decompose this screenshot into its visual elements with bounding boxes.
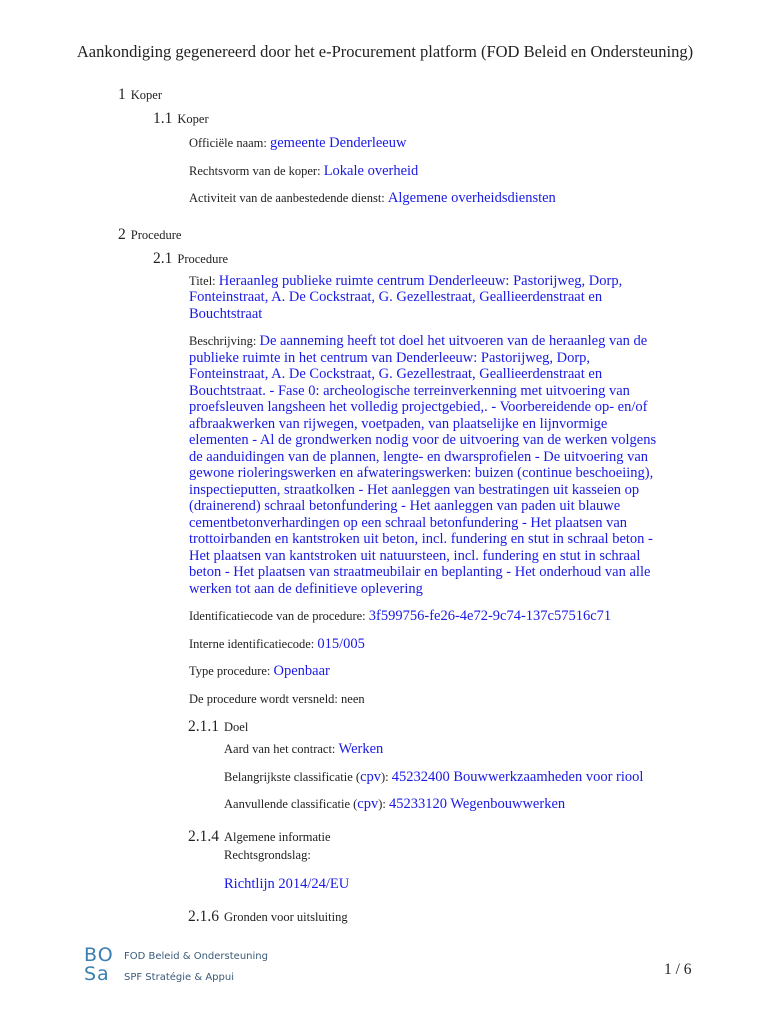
field-label: Activiteit van de aanbestedende dienst: (189, 191, 385, 205)
additional-classification-field (224, 796, 694, 813)
official-name-field (189, 135, 659, 152)
description-field (189, 333, 659, 597)
accelerated-field (189, 691, 659, 708)
section-title: Gronden voor uitsluiting (224, 909, 348, 924)
logo-mark-top: BO (84, 944, 114, 966)
field-value: 3f599756-fe26-4e72-9c74-137c57516c71 (368, 608, 612, 624)
field-value: Openbaar (273, 663, 330, 679)
section-number: 2 (118, 225, 126, 243)
logo-text-line1: FOD Beleid & Ondersteuning (124, 951, 268, 962)
bosa-logo-mark (84, 946, 116, 988)
section-title: Doel (224, 720, 249, 734)
field-label: Officiële naam: (189, 136, 267, 150)
contract-type-field (224, 741, 694, 758)
field-label: Titel: (189, 273, 216, 288)
cpv-abbrev: cpv (360, 768, 381, 785)
field-label: Belangrijkste classificatie ( (224, 769, 361, 784)
field-label: Rechtsvorm van de koper: (189, 163, 321, 178)
field-value: Heraanleg publieke ruimte centrum Denderleeuw: Pastorijweg, Dorp, Fonteinstraat, A. De Cockstraat, G. Gezellestraat, Geallieerdenstraat en Bouchtstraat (189, 272, 623, 322)
section-title: Algemene informatie (224, 829, 331, 844)
section-1-1-heading (153, 110, 770, 128)
field-label: Interne identificatiecode: (189, 636, 315, 651)
logo-text (124, 946, 268, 988)
section-2-1-heading (153, 250, 770, 268)
field-label: Rechtsgrondslag: (224, 847, 311, 862)
title-field (189, 273, 659, 323)
section-number: 2.1 (153, 249, 173, 267)
field-value: De aanneming heeft tot doel het uitvoeren van de heraanleg van de publieke ruimte in het centrum van Denderleeuw: Pastorijweg, Dorp, Fonteinstraat, A. De Cockstraat, G. Gezellestraat, Geallieerdenstraat en Bouchtstraat. - Fase 0: archeologische terreinverkenning met uitvoering van proefsleuven langsheen het volledig projectgebied,. - Voorbereidende op- en/of afbraakwerken van rijwegen, voetpaden, van plaatselijke en lijnvormige elementen - Al de grondwerken nodig voor de uitvoering van de werken volgens de aanduidingen van de plannen, lengte- en dwarsprofielen - De uitvoering van gewone rioleringswerken en afwateringswerken: buizen (continue beschoeiing), inspectieputten, straatkolken - Het aanleggen van bestratingen uit kasseien op (drainerend) schraal betonfundering - Het aanleggen van paden uit blauwe cementbetonverhardingen op een schraal betonfundering - Het plaatsen van trottoirbanden en kantstroken uit beton, incl. fundering en stut in schraal beton - Het plaatsen van kantstroken uit natuursteen, incl. fundering en stut in schraal beton - Het plaatsen van straatmeubilair en beplanting - Het onderhoud van alle werken tot aan de definitieve oplevering (189, 333, 657, 597)
section-number: 2.1.4 (188, 827, 219, 845)
field-label-end: ): (381, 769, 389, 784)
logo-text-line2: SPF Stratégie & Appui (124, 972, 234, 983)
section-number: 1.1 (153, 110, 173, 127)
field-value: 45232400 Bouwwerkzaamheden voor riool (391, 768, 644, 785)
section-number: 2.1.1 (188, 718, 219, 735)
field-label: Type procedure: (189, 664, 271, 678)
procedure-id-field (189, 608, 659, 625)
notice-content (0, 86, 770, 926)
bosa-logo (84, 946, 268, 988)
section-title: Procedure (177, 251, 229, 266)
section-2-1-4-heading (188, 828, 770, 846)
section-title: Procedure (130, 227, 182, 242)
field-label: Aanvullende classificatie ( (224, 797, 358, 811)
field-value: Algemene overheidsdiensten (387, 190, 556, 206)
section-2-1-6-heading (188, 908, 770, 926)
field-value: gemeente Denderleeuw (269, 135, 407, 151)
logo-mark-bottom: Sa (84, 963, 110, 985)
section-title: Koper (177, 112, 209, 126)
section-number: 2.1.6 (188, 907, 219, 925)
page-number: 1 / 6 (664, 961, 692, 978)
internal-id-field (189, 636, 659, 653)
field-label: Beschrijving: (189, 334, 257, 348)
section-1-heading (118, 86, 770, 104)
activity-field (189, 190, 659, 207)
legal-basis-value (224, 876, 694, 893)
page-header: Aankondiging gegenereerd door het e-Procurement platform (FOD Beleid en Ondersteuning) (76, 42, 694, 61)
field-value: 015/005 (317, 635, 365, 652)
section-number: 1 (118, 86, 126, 103)
section-2-1-1-heading (188, 718, 770, 736)
page-footer (0, 946, 770, 996)
section-title: Koper (130, 88, 162, 102)
field-text: De procedure wordt versneld: neen (189, 691, 365, 706)
procedure-type-field (189, 663, 659, 680)
field-label: Identificatiecode van de procedure: (189, 609, 366, 623)
legal-basis-label (224, 847, 694, 864)
section-2-heading (118, 226, 770, 244)
cpv-abbrev: cpv (357, 796, 379, 812)
field-value: Richtlijn 2014/24/EU (224, 876, 350, 892)
main-classification-field (224, 769, 694, 786)
field-value: Werken (338, 741, 384, 757)
field-label-end: ): (378, 797, 386, 811)
legal-form-field (189, 163, 659, 180)
field-value: Lokale overheid (323, 162, 419, 179)
field-label: Aard van het contract: (224, 742, 336, 756)
field-value: 45233120 Wegenbouwwerken (388, 796, 566, 812)
